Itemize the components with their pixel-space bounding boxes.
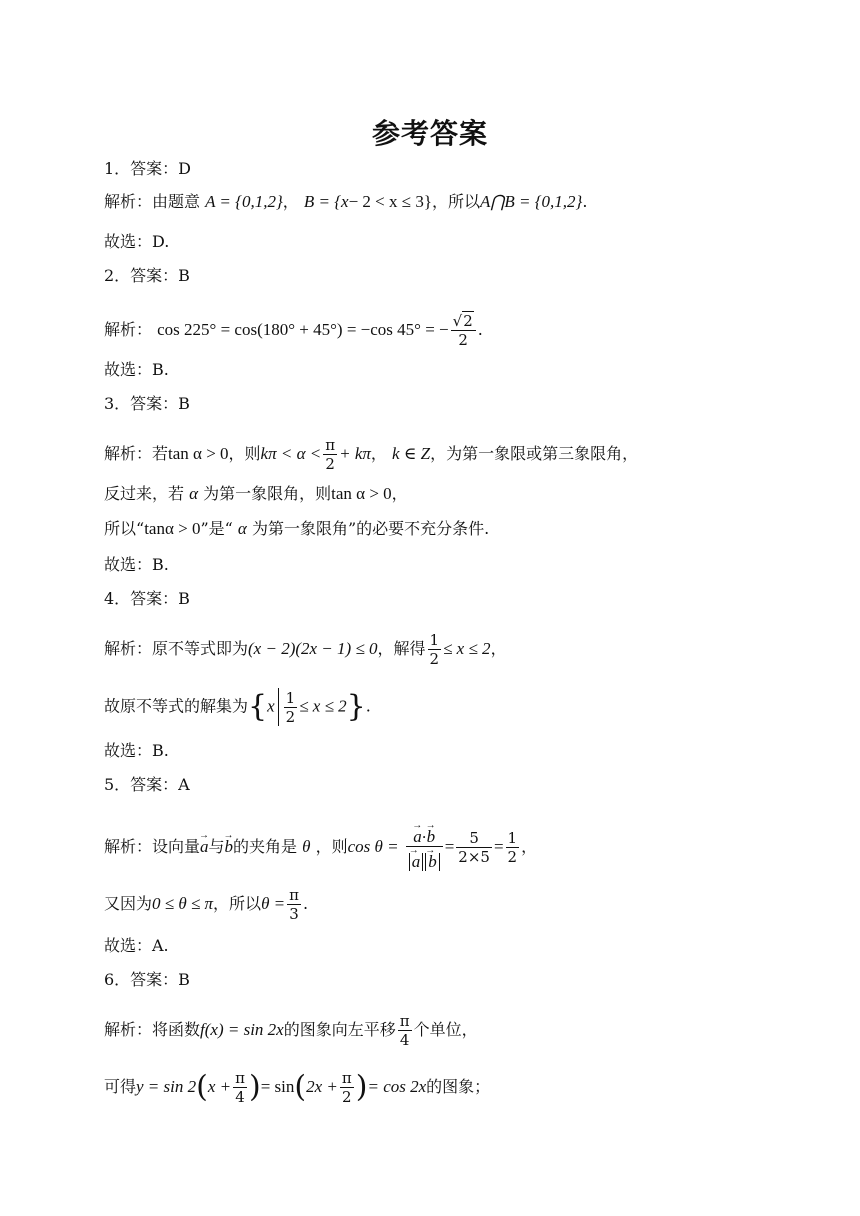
q3-analysis-line3: 所以“tanα > 0”是“ α 为第一象限角”的必要不充分条件. <box>104 519 490 538</box>
q3-analysis-line1: 解析：若tan α > 0，则kπ < α < $\frac{\pi}{2}$ + kπ， k ∈ Z，为第一象限或第三象限角， <box>104 436 639 473</box>
q6-answer: 6．答案：B <box>104 970 190 989</box>
q4-choose: 故选：B. <box>104 741 169 760</box>
fraction: $\frac{√2}{2}$ <box>451 312 476 349</box>
q3-answer: 3．答案：B <box>104 394 190 413</box>
fraction: → a·→ b → a→ b <box>406 828 443 871</box>
q2-answer: 2．答案：B <box>104 266 190 285</box>
fraction: $\frac{1}{2}$ <box>507 829 518 866</box>
fraction: $\frac{5}{2\times 5}$ <box>458 829 490 866</box>
fraction: $\frac{\pi}{4}$ <box>399 1012 410 1049</box>
q5-choose: 故选：A. <box>104 936 169 955</box>
fraction: $\frac{\pi}{2}$ <box>325 436 336 473</box>
fraction: $\frac{\pi}{2}$ <box>341 1069 352 1106</box>
q5-answer: 5．答案：A <box>104 775 190 794</box>
q1-answer: 1．答案：D <box>104 159 192 178</box>
q1-analysis: 解析：由题意 A = {0,1,2}， B = {x− 2 < x ≤ 3}，所以A⋂B = {0,1,2}. <box>104 192 588 211</box>
page-title: 参考答案 <box>371 117 488 150</box>
q1-choose: 故选：D. <box>104 232 170 251</box>
q2-choose: 故选：B. <box>104 360 169 379</box>
q5-analysis-line2: 又因为0 ≤ θ ≤ π，所以θ = $\frac{\pi}{3}$ . <box>104 886 309 923</box>
q4-analysis-line1: 解析：原不等式即为(x − 2)(2x − 1) ≤ 0，解得 $\frac{1}{2}$ ≤ x ≤ 2， <box>104 631 507 668</box>
q6-analysis-line1: 解析：将函数f(x) = sin 2x的图象向左平移 $\frac{\pi}{4}$ 个单位， <box>104 1012 478 1049</box>
fraction: $\frac{1}{2}$ <box>285 688 296 726</box>
q3-choose: 故选：B. <box>104 555 169 574</box>
q4-answer: 4．答案：B <box>104 589 190 608</box>
fraction: $\frac{1}{2}$ <box>429 631 440 668</box>
q2-analysis: 解析： cos 225° = cos(180° + 45°) = −cos 45° = − $\frac{√2}{2}$ . <box>104 312 483 349</box>
q5-analysis-line1: 解析：设向量→ a与→ b的夹角是 θ ，则cos θ = → a·→ b → a→ b = $\frac{5}{2\times 5}$ = $\frac{1}{2}$ ， <box>104 824 537 871</box>
fraction: $\frac{\pi}{4}$ <box>235 1069 245 1106</box>
q4-analysis-line2: 故原不等式的解集为{x $\frac{1}{2}$ ≤ x ≤ 2}. <box>104 688 371 726</box>
q6-analysis-line2: 可得y = sin 2(x + $\frac{\pi}{4}$ )= sin(2x + $\frac{\pi}{2}$ )= cos 2x的图象； <box>104 1069 491 1106</box>
fraction: $\frac{\pi}{3}$ <box>289 886 299 923</box>
q3-analysis-line2: 反过来，若 α 为第一象限角，则tan α > 0， <box>104 484 408 503</box>
